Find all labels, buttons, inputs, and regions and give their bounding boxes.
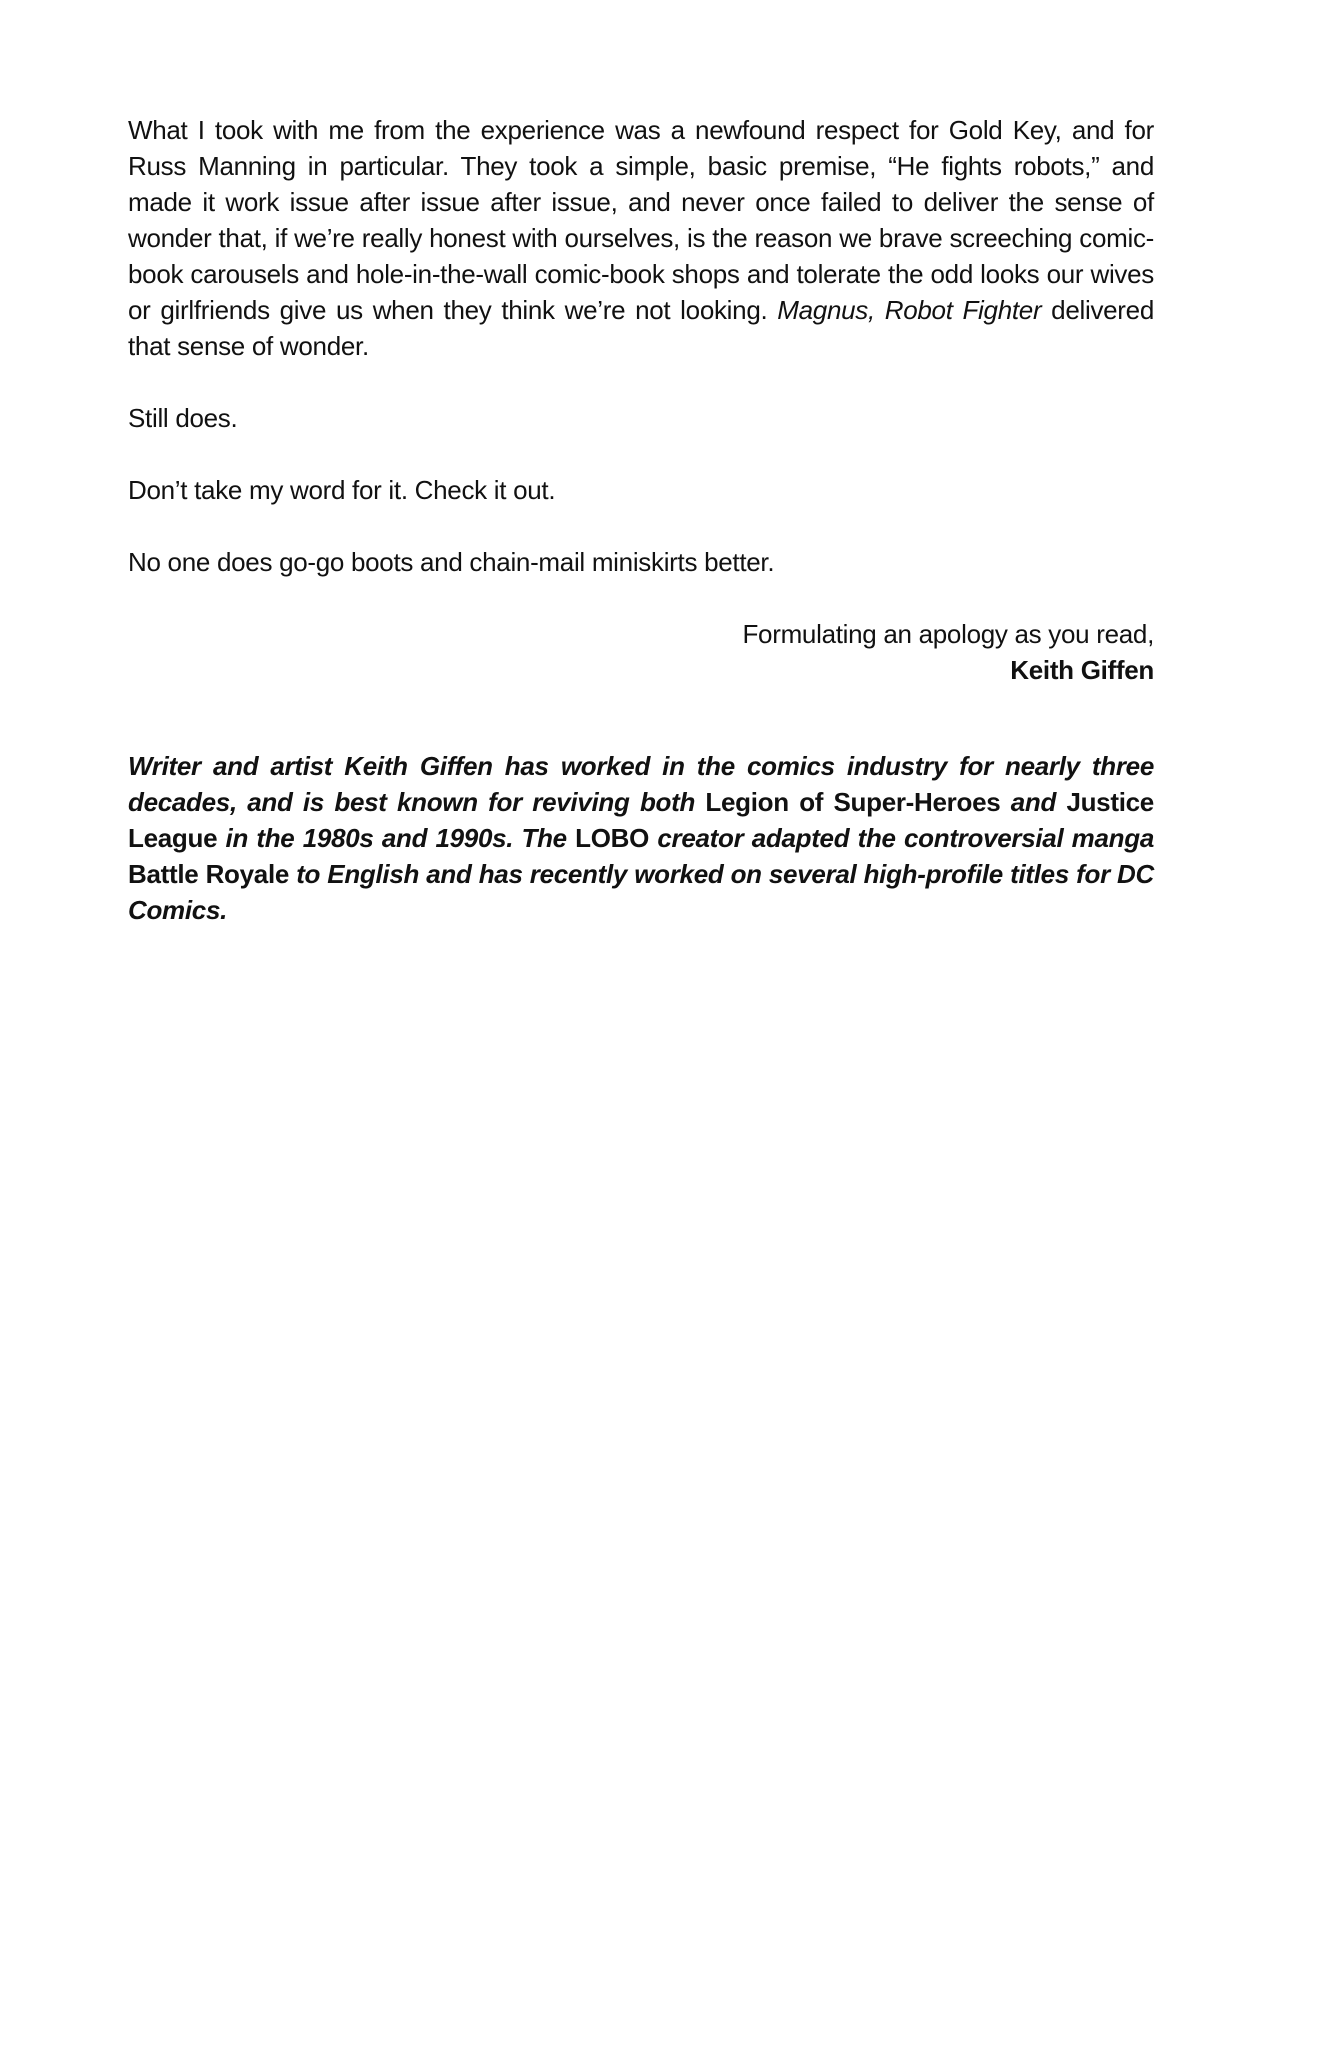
signoff-name: Keith Giffen xyxy=(1010,655,1154,685)
paragraph-go-go-boots: No one does go-go boots and chain-mail miniskirts better. xyxy=(128,547,775,577)
paragraph-still-does: Still does. xyxy=(128,403,238,433)
paragraph-text: What I took with me from the experience was a newfound respect for Gold Key, and for Russ Manning in particular. They took a simple, basic premise, “He fights robots,” and made it work issue after issue after issue, and never once failed to deliver the sense of wonder that, if we’re really honest with ourselves, is the reason we brave screeching comic-book carousels and hole-in-the-wall comic-book shops and tolerate the odd looks our wives or girlfriends give us when they think we’re not looking. xyxy=(128,115,1154,325)
bio-text: in the 1980s and 1990s. The xyxy=(225,823,567,853)
bio-title: LOBO xyxy=(575,823,650,853)
bio-title: Battle Royale xyxy=(128,859,290,889)
signoff-closing: Formulating an apology as you read, xyxy=(742,619,1154,649)
bio-text: creator adapted the controversial manga xyxy=(657,823,1154,853)
bio-text: Writer and artist Keith Giffen has worked in the comics industry for nearly three decades, and is best known for reviving both xyxy=(128,751,1154,817)
book-title: Magnus, Robot Fighter xyxy=(777,295,1042,325)
bio-text: to English and has recently worked on several high-profile titles for DC Comics. xyxy=(128,859,1154,925)
document-page xyxy=(128,112,1154,964)
paragraph-check-it-out: Don’t take my word for it. Check it out. xyxy=(128,475,556,505)
bio-text: and xyxy=(1010,787,1057,817)
author-bio xyxy=(128,748,1154,928)
paragraph-gold-key xyxy=(128,112,1154,364)
bio-title: Legion of Super-Heroes xyxy=(705,787,1001,817)
paragraph-text: delivered that sense of wonder. xyxy=(128,295,1154,361)
bio-title: Justice League xyxy=(128,787,1154,853)
